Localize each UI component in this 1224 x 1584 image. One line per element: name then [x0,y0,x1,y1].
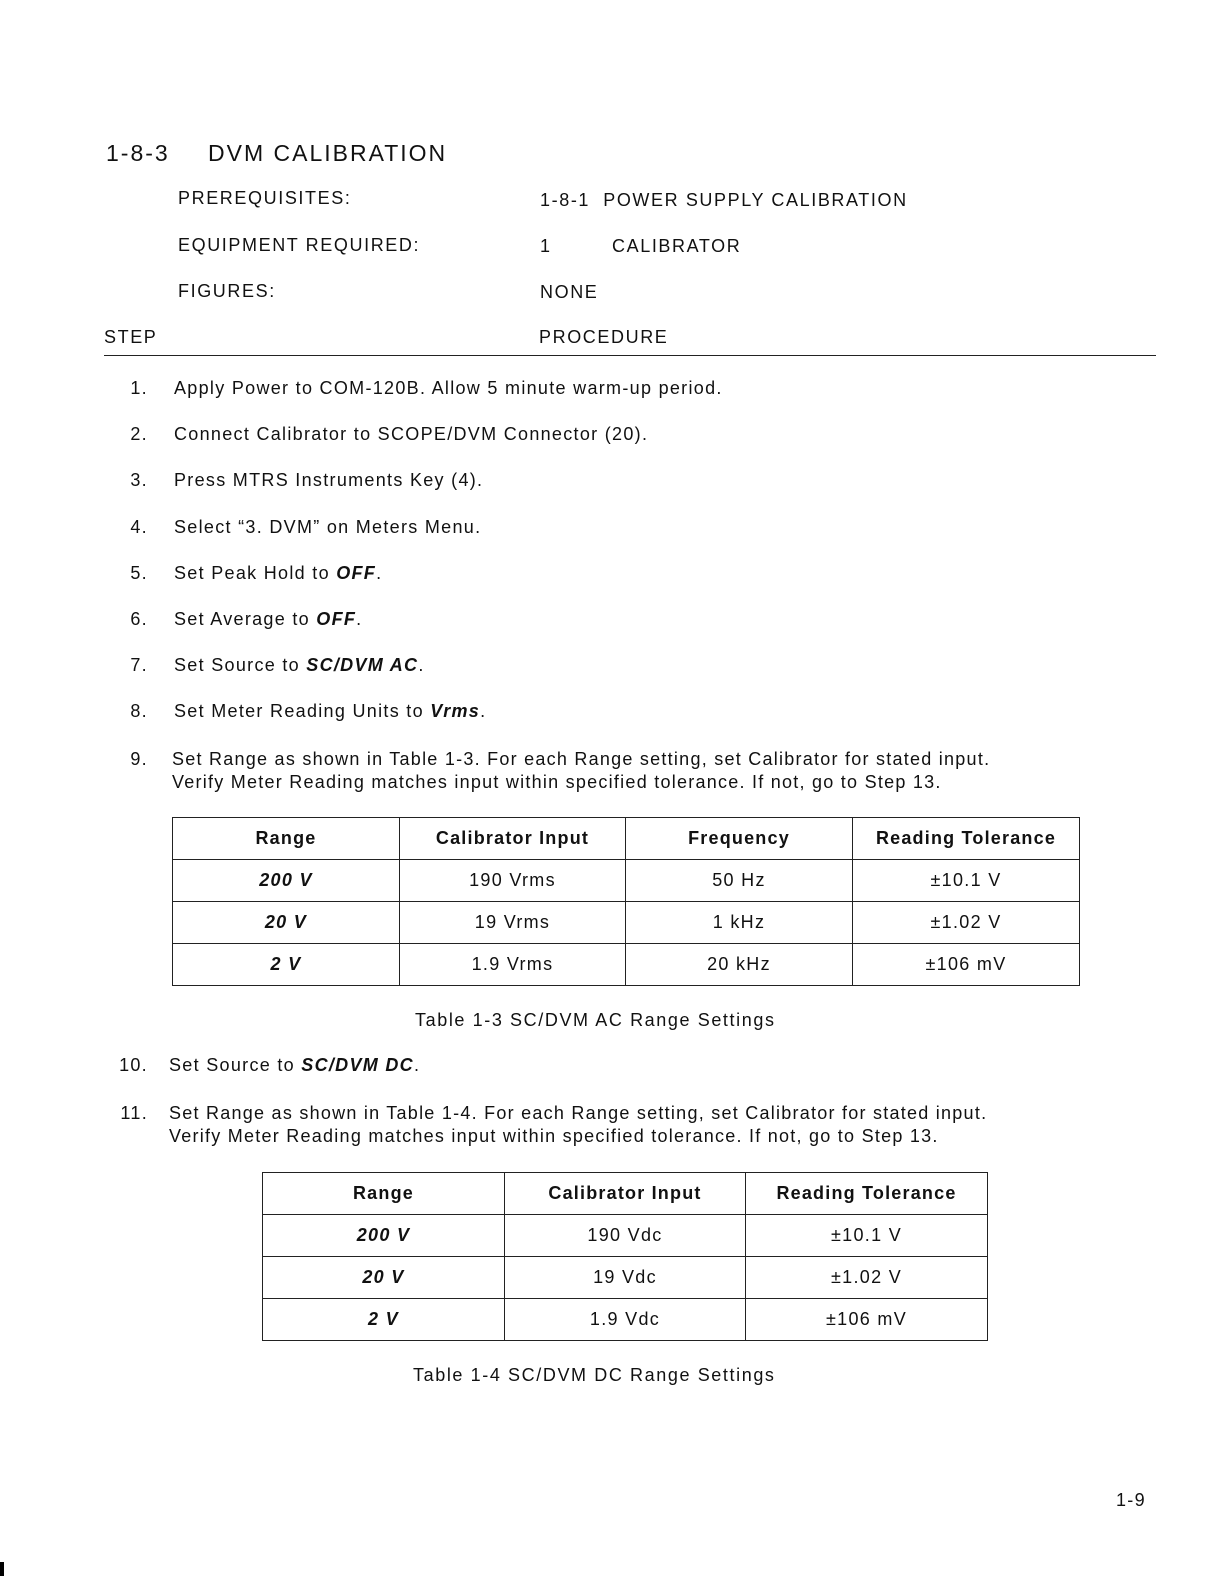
step-text: Set Source to [174,655,307,675]
step-text-end: . [413,1055,421,1075]
input-cell: 1.9 Vrms [400,944,626,986]
figures-value: NONE [540,282,599,302]
setting-value: Vrms [430,701,481,721]
step-text: Set Source to [169,1055,302,1075]
header-reading-tolerance: Reading Tolerance [746,1173,988,1215]
step-text-end: . [480,701,487,721]
prerequisites-value: 1-8-1 POWER SUPPLY CALIBRATION [540,190,908,210]
step-number: 10. [119,1055,148,1075]
range-cell: 20 V [263,1257,505,1299]
setting-value: OFF [336,563,377,583]
step-number: 6. [130,609,148,629]
setting-value: SC/DVM AC [306,655,419,675]
step-text: Set Range as shown in Table 1-3. For each Range setting, set Calibrator for stated input. [172,749,991,769]
procedure-column-header: PROCEDURE [539,327,669,347]
table-row [173,860,1080,902]
step-text-continued: Verify Meter Reading matches input within specified tolerance. If not, go to Step 13. [172,772,942,792]
step-text-end: . [356,609,363,629]
step-text-end: . [376,563,383,583]
table-row [263,1257,988,1299]
range-cell: 2 V [263,1299,505,1341]
input-cell: 19 Vdc [505,1257,746,1299]
section-title: DVM CALIBRATION [208,140,448,166]
range-cell: 200 V [173,860,400,902]
scan-edge-mark [0,1562,4,1576]
header-range: Range [173,818,400,860]
section-number: 1-8-3 [106,140,170,166]
input-cell: 19 Vrms [400,902,626,944]
section-heading [106,140,447,167]
tolerance-cell: ±106 mV [746,1299,988,1341]
step-number: 2. [130,424,148,444]
step-text: Set Average to [174,609,317,629]
step-text-continued: Verify Meter Reading matches input within specified tolerance. If not, go to Step 13. [169,1126,939,1146]
step-number: 9. [130,749,148,769]
step-number: 5. [130,563,148,583]
step-text: Select “3. DVM” on Meters Menu. [174,517,482,537]
input-cell: 1.9 Vdc [505,1299,746,1341]
step-text: Set Peak Hold to [174,563,337,583]
equipment-label: EQUIPMENT REQUIRED: [178,235,421,255]
table-header-row [173,818,1080,860]
step-number: 8. [130,701,148,721]
header-reading-tolerance: Reading Tolerance [853,818,1080,860]
prerequisites-label: PREREQUISITES: [178,188,352,208]
tolerance-cell: ±1.02 V [853,902,1080,944]
step-number: 4. [130,517,148,537]
frequency-cell: 50 Hz [626,860,853,902]
header-calibrator-input: Calibrator Input [400,818,626,860]
input-cell: 190 Vrms [400,860,626,902]
input-cell: 190 Vdc [505,1215,746,1257]
step-number: 7. [130,655,148,675]
ac-table-caption: Table 1-3 SC/DVM AC Range Settings [415,1010,776,1030]
page-number: 1-9 [1116,1490,1146,1510]
range-cell: 20 V [173,902,400,944]
figures-label: FIGURES: [178,281,276,301]
header-range: Range [263,1173,505,1215]
step-column-header: STEP [104,327,158,347]
step-number: 11. [120,1103,148,1123]
dc-table-caption: Table 1-4 SC/DVM DC Range Settings [413,1365,776,1385]
dc-range-table [262,1172,988,1341]
step-number: 3. [130,470,148,490]
range-cell: 200 V [263,1215,505,1257]
tolerance-cell: ±10.1 V [746,1215,988,1257]
step-text: Set Range as shown in Table 1-4. For each Range setting, set Calibrator for stated input. [169,1103,988,1123]
ac-range-table [172,817,1080,986]
setting-value: SC/DVM DC [301,1055,414,1075]
setting-value: OFF [316,609,357,629]
table-header-row [263,1173,988,1215]
step-text-end: . [418,655,425,675]
step-text: Connect Calibrator to SCOPE/DVM Connector (20). [174,424,649,444]
table-row [263,1215,988,1257]
equipment-item: CALIBRATOR [612,236,742,256]
header-calibrator-input: Calibrator Input [505,1173,746,1215]
header-frequency: Frequency [626,818,853,860]
step-number: 1. [130,378,148,398]
header-rule [104,355,1156,356]
frequency-cell: 20 kHz [626,944,853,986]
table-row [173,944,1080,986]
table-row [173,902,1080,944]
step-text: Press MTRS Instruments Key (4). [174,470,484,490]
tolerance-cell: ±10.1 V [853,860,1080,902]
table-row [263,1299,988,1341]
range-cell: 2 V [173,944,400,986]
equipment-qty: 1 [540,236,552,256]
tolerance-cell: ±1.02 V [746,1257,988,1299]
step-text: Apply Power to COM-120B. Allow 5 minute warm-up period. [174,378,723,398]
frequency-cell: 1 kHz [626,902,853,944]
step-text: Set Meter Reading Units to [174,701,431,721]
tolerance-cell: ±106 mV [853,944,1080,986]
